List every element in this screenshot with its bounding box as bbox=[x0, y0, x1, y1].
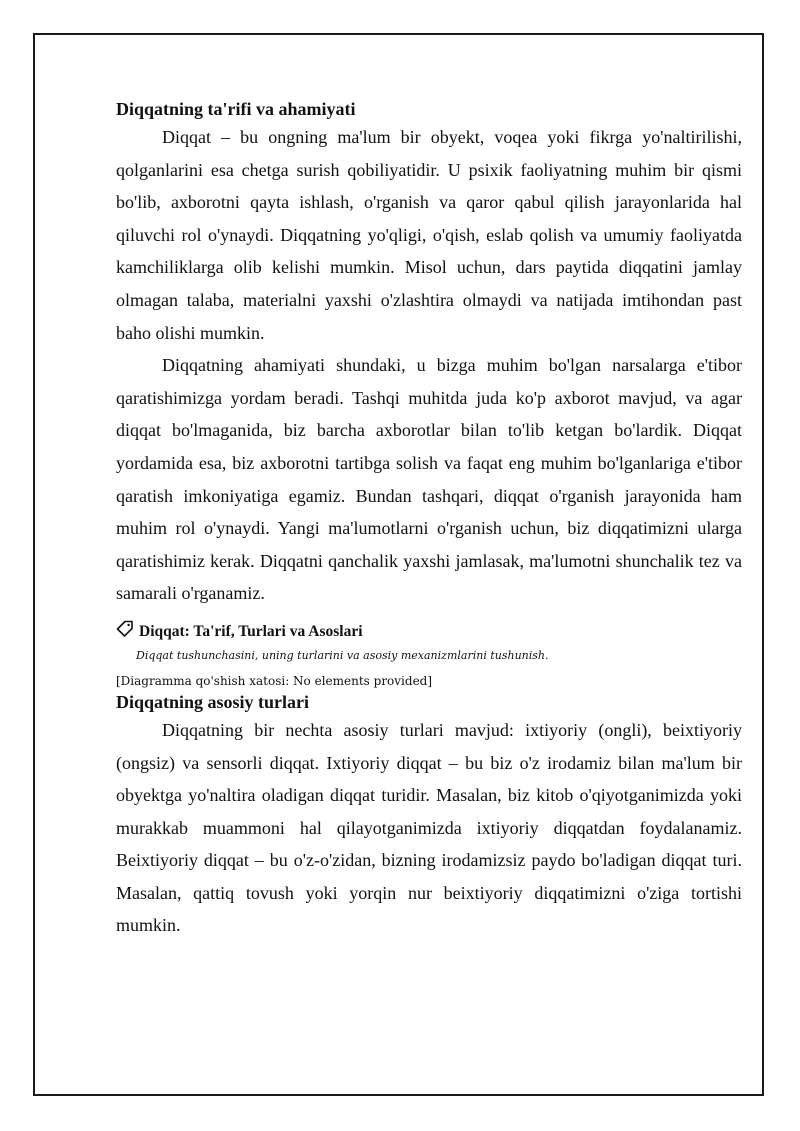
section-heading-types: Diqqatning asosiy turlari bbox=[116, 691, 310, 712]
section-heading-definition: Diqqatning ta'rifi va ahamiyati bbox=[116, 99, 356, 119]
document-body bbox=[116, 97, 742, 942]
tag-icon bbox=[116, 620, 134, 643]
paragraph-importance: Diqqatning ahamiyati shundaki, u bizga muhim bo'lgan narsalarga e'tibor qaratishimizga yordam beradi. Tashqi muhitda juda ko'p axborot mavjud, va agar diqqat bo'lmaganida, biz barcha axborotlar bilan to'lib ketgan bo'lardik. Diqqat yordamida esa, biz axborotni tartibga solish va faqat eng muhim bo'lganlariga e'tibor qaratish imkoniyatiga egamiz. Bundan tashqari, diqqat o'rganish jarayonida ham muhim rol o'ynaydi. Yangi ma'lumotlarni o'rganish uchun, biz diqqatimizni ularga qaratishimiz kerak. Diqqatni qanchalik yaxshi jamlasak, ma'lumotni shunchalik tez va samarali o'rganamiz. bbox=[116, 355, 742, 604]
diagram-title-row bbox=[116, 621, 742, 643]
diagram-title: Diqqat: Ta'rif, Turlari va Asoslari bbox=[139, 622, 363, 640]
diagram-subtitle: Diqqat tushunchasini, uning turlarini va asosiy mexanizmlarini tushunish. bbox=[136, 648, 549, 662]
paragraph-types: Diqqatning bir nechta asosiy turlari mavjud: ixtiyoriy (ongli), beixtiyoriy (ongsiz) va sensorli diqqat. Ixtiyoriy diqqat – bu biz o'z irodamiz bilan ma'lum bir obyektga yo'naltira oladigan diqqat turidir. Masalan, biz kitob o'qiyotganimizda yoki murakkab muammoni hal qilayotganimizda ixtiyoriy diqqatdan foydalanamiz. Beixtiyoriy diqqat – bu o'z-o'zidan, bizning irodamizsiz paydo bo'ladigan diqqat turi. Masalan, qattiq tovush yoki yorqin nur beixtiyoriy diqqatimizni o'ziga tortishi mumkin. bbox=[116, 719, 742, 936]
diagram-block bbox=[116, 621, 742, 690]
paragraph-definition: Diqqat – bu ongning ma'lum bir obyekt, voqea yoki fikrga yo'naltirilishi, qolganlarini esa chetga surish qobiliyatidir. U psixik faoliyatning muhim bir qismi bo'lib, axborotni qayta ishlash, o'rganish va qaror qabul qilish jarayonlarida hal qiluvchi rol o'ynaydi. Diqqatning yo'qligi, o'qish, eslab qolish va umumiy faoliyatda kamchiliklarga olib kelishi mumkin. Misol uchun, dars paytida diqqatini jamlay olmagan talaba, materialni yaxshi o'zlashtira olmaydi va natijada imtihondan past baho olishi mumkin. bbox=[116, 127, 742, 343]
diagram-error-message: [Diagramma qo'shish xatosi: No elements provided] bbox=[116, 673, 433, 688]
